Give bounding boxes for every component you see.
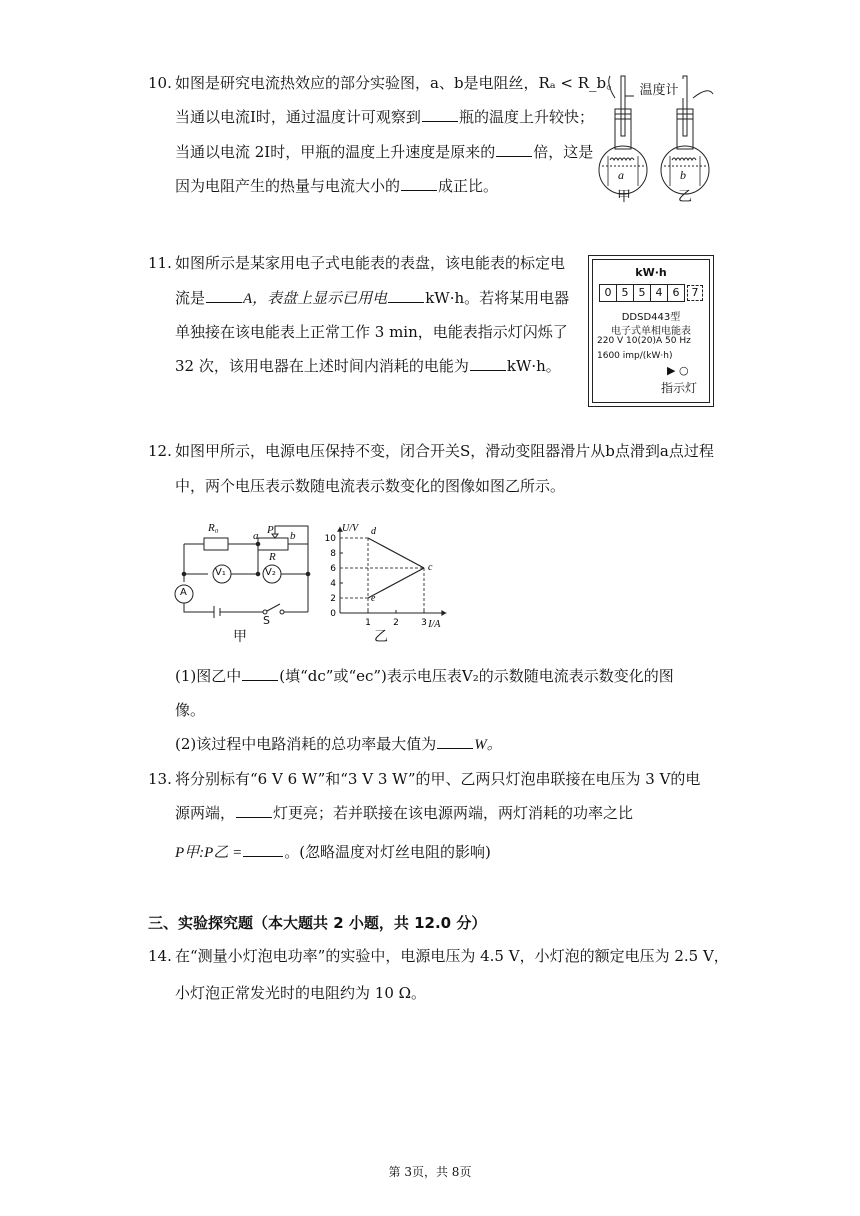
meter-digits [599,284,703,302]
answer-blank[interactable] [437,734,473,749]
q12-sub1-cont: 像。 [175,701,206,719]
point-label-d: d [371,526,376,537]
q11-number: 11. [148,254,172,272]
q14-line2: 小灯泡正常发光时的电阻约为 10 Ω。 [175,984,427,1002]
flask-jia-label: 甲 [617,189,631,205]
x-tick-label: 1 [365,618,371,628]
y-tick-label: 10 [324,534,336,544]
meter-digit: 6 [668,284,685,302]
q13-line2: 源两端， 灯更亮；若并联接在该电源两端，两灯消耗的功率之比 [175,804,634,822]
q10-line4: 因为电阻产生的热量与电流大小的 成正比。 [175,177,499,195]
meter-digit: 4 [651,284,668,302]
page-footer: 第 3页，共 8页 [388,1165,472,1179]
answer-blank[interactable] [243,842,283,857]
x-tick-label: 3 [421,618,427,628]
switch-label: S [263,614,270,627]
answer-blank[interactable] [496,142,532,157]
label-r0: R₀ [208,522,219,534]
flask-b-label: b [680,168,686,182]
answer-blank[interactable] [236,803,272,818]
q12-circuit-diagram [168,520,328,640]
chart-caption: 乙 [374,629,388,645]
answer-blank[interactable] [388,288,424,303]
meter-type: 电子式单相电能表 [611,326,691,337]
y-tick-label: 2 [330,594,336,604]
meter-spec: 220 V 10(20)A 50 Hz [597,336,691,346]
y-tick-label: 0 [330,609,336,619]
y-tick-label: 8 [330,549,336,559]
q13-line1: 将分别标有“6 V 6 W”和“3 V 3 W”的甲、乙两只灯泡串联接在电压为 3 V的电 [175,770,701,788]
q12-number: 12. [148,442,172,460]
energy-meter [588,255,714,407]
meter-digit: 0 [599,284,617,302]
thermometer-label: 温度计 [634,79,684,98]
x-tick-label: 2 [393,618,399,628]
series-line-dc [368,538,424,568]
answer-blank[interactable] [422,107,458,122]
y-axis-label: U/V [342,522,359,534]
answer-blank[interactable] [401,176,437,191]
circuit-caption: 甲 [233,629,247,645]
point-label-e: e [371,593,376,604]
indicator-light-icon: ▶ ○ [667,364,689,377]
meter-digit: 5 [617,284,634,302]
q10-line2: 当通以电流I时，通过温度计可观察到 瓶的温度上升较快； [175,108,594,126]
q10-number: 10. [148,74,172,92]
q12-sub1: (1)图乙中 (填“dc”或“ec”)表示电压表V₂的示数随电流表示数变化的图 [175,667,674,685]
flask-yi-label: 乙 [678,189,692,205]
q14-number: 14. [148,947,172,965]
q12-sub2: (2)该过程中电路消耗的总功率最大值为 W。 [175,735,502,753]
q13-line3: P甲:P乙 = 。(忽略温度对灯丝电阻的影响) [175,843,491,861]
meter-digit: 5 [634,284,651,302]
q10-line1: 如图是研究电流热效应的部分实验图，a、b是电阻丝，Rₐ < R_b。 [175,74,622,92]
meter-imp: 1600 imp/(kW·h) [597,351,673,361]
answer-blank[interactable] [242,666,278,681]
x-axis-arrow [441,610,446,616]
q14-line1: 在“测量小灯泡电功率”的实验中，电源电压为 4.5 V，小灯泡的额定电压为 2.5 V， [175,947,729,965]
y-tick-label: 6 [330,564,336,574]
q12-line1: 如图甲所示，电源电压保持不变，闭合开关S，滑动变阻器滑片从b点滑到a点过程 [175,442,714,460]
flask-a-label: a [618,168,624,182]
meter-indicator-label: 指示灯 [661,381,698,395]
q11-line2: 流是 A，表盘上显示已用电 kW·h。若将某用电器 [175,289,570,307]
voltmeter-v2: V₂ [265,567,276,578]
label-b: b [290,530,296,542]
q11-line4: 32 次，该用电器在上述时间内消耗的电能为 kW·h。 [175,357,561,375]
point-label-c: c [428,562,433,573]
x-axis-label: I/A [428,619,441,630]
q12-line2: 中，两个电压表示数随电流表示数变化的图像如图乙所示。 [175,477,566,495]
meter-model: DDSD443型 [621,312,681,323]
y-tick-label: 4 [330,579,336,589]
answer-blank[interactable] [206,288,242,303]
answer-blank[interactable] [470,356,506,371]
q12-ui-chart [318,510,468,635]
q11-line1: 如图所示是某家用电子式电能表的表盘，该电能表的标定电 [175,254,566,272]
label-a: a [253,530,259,542]
label-r: R [269,551,276,563]
series-line-ec [368,568,424,598]
meter-unit: kW·h [635,266,667,279]
q13-number: 13. [148,770,172,788]
meter-digit-decimal: 7 [687,285,703,301]
q10-line3: 当通以电流 2I时，甲瓶的温度上升速度是原来的 倍，这是 [175,143,594,161]
ammeter-label: A [180,587,187,598]
q11-line3: 单独接在该电能表上正常工作 3 min，电能表指示灯闪烁了 [175,323,568,341]
voltmeter-v1: V₁ [215,567,226,578]
section-heading: 三、实验探究题（本大题共 2 小题，共 12.0 分） [148,914,487,932]
label-p: P [267,524,274,536]
